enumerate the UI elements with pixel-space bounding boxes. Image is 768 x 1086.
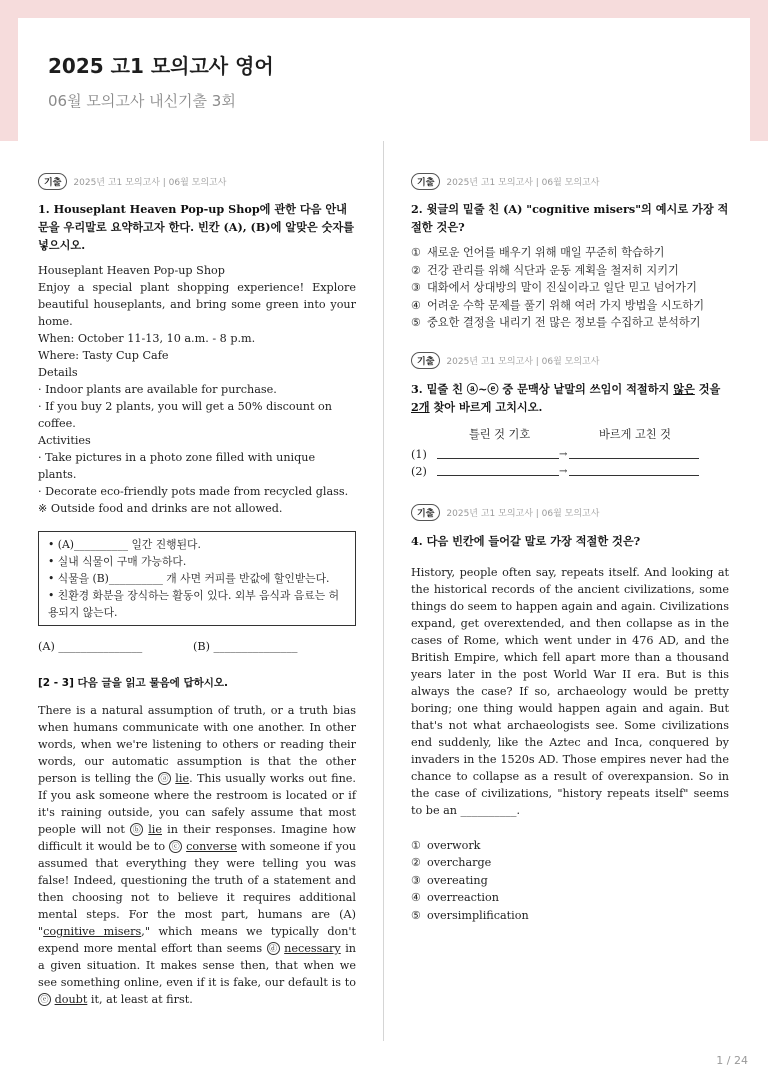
passage-line: ※ Outside food and drinks are not allowed.: [38, 502, 283, 515]
passage-line: Details: [38, 366, 78, 379]
page-number: 1 / 24: [716, 1054, 748, 1067]
option[interactable]: ④ overreaction: [411, 891, 499, 904]
q2-tagline: [411, 172, 729, 190]
q4-options: [411, 837, 729, 925]
marker-b: ⓑ: [130, 823, 143, 836]
underlined-word-a: lie: [175, 772, 190, 785]
correction-table-header: [411, 426, 729, 446]
marker-e: ⓔ: [38, 993, 51, 1006]
q23-passage: There is a natural assumption of truth, or a truth bias when humans communicate with one another. In other words, when we're listening to others or reading their words, our automatic assumption is that the other person is telling the ⓐ lie. This usually works out fine. If you ask someone where the restroom is located or if it's raining outside, you can safely assume that most people will not ⓑ lie in their responses. Imagine how difficult it would be to ⓒ converse with someone if you assumed that everything they were telling you was false! Indeed, questioning the truth of a statement and then choosing not to believe it requires additional mental steps. For the most part, humans are (A) "cognitive misers," which means we typically don't expend more mental effort than seems ⓓ necessary in a given situation. It makes sense then, that when we see something online, even if it is fake, our default is to ⓔ doubt it, at least at first.: [38, 704, 357, 1006]
summary-line: • 실내 식물이 구매 가능하다.: [48, 555, 187, 568]
q1-passage: [38, 262, 356, 517]
underlined-word-c: converse: [186, 840, 237, 853]
tag-meta: 2025년 고1 모의고사 | 06월 모의고사: [446, 177, 600, 188]
passage-line: · If you buy 2 plants, you will get a 50% discount on coffee.: [38, 400, 332, 430]
marker-c: ⓒ: [169, 840, 182, 853]
passage-line: · Decorate eco-friendly pots made from recycled glass.: [38, 485, 349, 498]
passage-line: Houseplant Heaven Pop-up Shop: [38, 264, 225, 277]
q4-title: 4. 다음 빈칸에 들어갈 말로 가장 적절한 것은?: [411, 533, 641, 548]
q4-passage: History, people often say, repeats itself. And looking at the historical records of the ancient civilizations, some things do seem to happen again and again. Civilizations expand, get overextended, and then collapse as in the cases of Rome, which went under in 476 AD, and the British Empire, which fell apart more than a thousand years later in the post World War II era. But is this always the case? If so, archaeology would be pretty boring; one thing would happen again and again. But that's not what archaeologists see. Some civilizations end suddenly, like the Aztec and Inca, conquered by invaders in the 1520s AD. Those empires never had the chance to collapse as a result of overexpansion. So in the case of civilizations, "history repeats itself" seems to be an __________.: [411, 565, 729, 817]
page-title: 2025 고1 모의고사 영어: [48, 54, 274, 78]
correction-row-2: (2) →: [411, 463, 729, 480]
q3-title: 3. 밑줄 친 ⓐ~ⓔ 중 문맥상 낱말의 쓰임이 적절하지 않은 것을 2개 찾아 바르게 고치시오.: [411, 381, 721, 414]
answer-b-blank[interactable]: (B) _______________: [193, 640, 298, 653]
passage-line: When: October 11-13, 10 a.m. - 8 p.m.: [38, 332, 256, 345]
option[interactable]: ① overwork: [411, 838, 481, 852]
correction-row-1: (1) →: [411, 446, 729, 463]
col-correct-label: 바르게 고친 것: [599, 427, 671, 441]
underlined-word-d: necessary: [284, 942, 341, 955]
q1-tagline: [38, 172, 356, 190]
q3-tagline: [411, 352, 729, 370]
underlined-word-b: lie: [148, 823, 162, 836]
correct-blank-2[interactable]: [569, 466, 699, 476]
marker-a: ⓐ: [158, 772, 171, 785]
tag-meta: 2025년 고1 모의고사 | 06월 모의고사: [73, 177, 227, 188]
exam-tag: 기출: [411, 173, 440, 190]
option[interactable]: ⑤ 중요한 결정을 내리기 전 많은 정보를 수집하고 분석하기: [411, 316, 701, 329]
option[interactable]: ③ overeating: [411, 873, 488, 887]
option[interactable]: ⑤ oversimplification: [411, 908, 529, 922]
q1-answer-row: [38, 640, 356, 653]
wrong-blank-2[interactable]: [437, 466, 559, 476]
underlined-word-e: doubt: [54, 993, 88, 1006]
exam-tag: 기출: [411, 352, 440, 369]
passage-line: Where: Tasty Cup Cafe: [38, 349, 169, 362]
underlined-phrase-A: cognitive misers: [43, 925, 142, 938]
passage-line: · Indoor plants are available for purchase.: [38, 383, 277, 396]
page-subtitle: 06월 모의고사 내신기출 3회: [48, 92, 236, 110]
left-column: [38, 172, 356, 1008]
q2-title: 2. 윗글의 밑줄 친 (A) "cognitive misers"의 예시로 가장 적절한 것은?: [411, 202, 729, 234]
correction-table: [411, 426, 729, 480]
tag-meta: 2025년 고1 모의고사 | 06월 모의고사: [446, 509, 600, 519]
correct-blank-1[interactable]: [569, 449, 699, 459]
option[interactable]: ② overcharge: [411, 856, 492, 869]
column-divider: [383, 141, 384, 1041]
exam-tag: 기출: [411, 504, 440, 521]
option[interactable]: ② 건강 관리를 위해 식단과 운동 계획을 철저히 지키기: [411, 263, 679, 277]
summary-box: [38, 531, 356, 626]
option[interactable]: ① 새로운 언어를 배우기 위해 매일 꾸준히 학습하기: [411, 246, 665, 259]
answer-a-blank[interactable]: (A) _______________: [38, 640, 143, 653]
option[interactable]: ③ 대화에서 상대방의 말이 진실이라고 일단 믿고 넘어가기: [411, 281, 697, 294]
wrong-blank-1[interactable]: [437, 449, 559, 459]
col-wrong-label: 틀린 것 기호: [469, 427, 531, 441]
header-card: [18, 18, 750, 141]
right-column: [411, 172, 729, 924]
summary-line: • 친환경 화분을 장식하는 활동이 있다. 외부 음식과 음료는 허용되지 않는다.: [48, 589, 340, 619]
summary-line: • (A)__________ 일간 진행된다.: [48, 538, 201, 551]
passage-line: · Take pictures in a photo zone filled with unique plants.: [38, 451, 316, 481]
q2-options: [411, 244, 729, 332]
section-header: [2 - 3] 다음 글을 읽고 물음에 답하시오.: [38, 677, 229, 689]
marker-d: ⓓ: [267, 942, 280, 955]
passage-line: Activities: [38, 434, 91, 447]
passage-line: Enjoy a special plant shopping experience! Explore beautiful houseplants, and bring some green into your home.: [38, 281, 356, 328]
q4-tagline: [411, 504, 729, 522]
summary-line: • 식물을 (B)__________ 개 사면 커피를 반값에 할인받는다.: [48, 572, 330, 585]
option[interactable]: ④ 어려운 수학 문제를 풀기 위해 여러 가지 방법을 시도하기: [411, 298, 705, 312]
tag-meta: 2025년 고1 모의고사 | 06월 모의고사: [446, 357, 600, 367]
q1-title: 1. Houseplant Heaven Pop-up Shop에 관한 다음 안내문을 우리말로 요약하고자 한다. 빈칸 (A), (B)에 알맞은 숫자를 넣으시오.: [38, 202, 355, 252]
exam-tag: 기출: [38, 173, 67, 190]
